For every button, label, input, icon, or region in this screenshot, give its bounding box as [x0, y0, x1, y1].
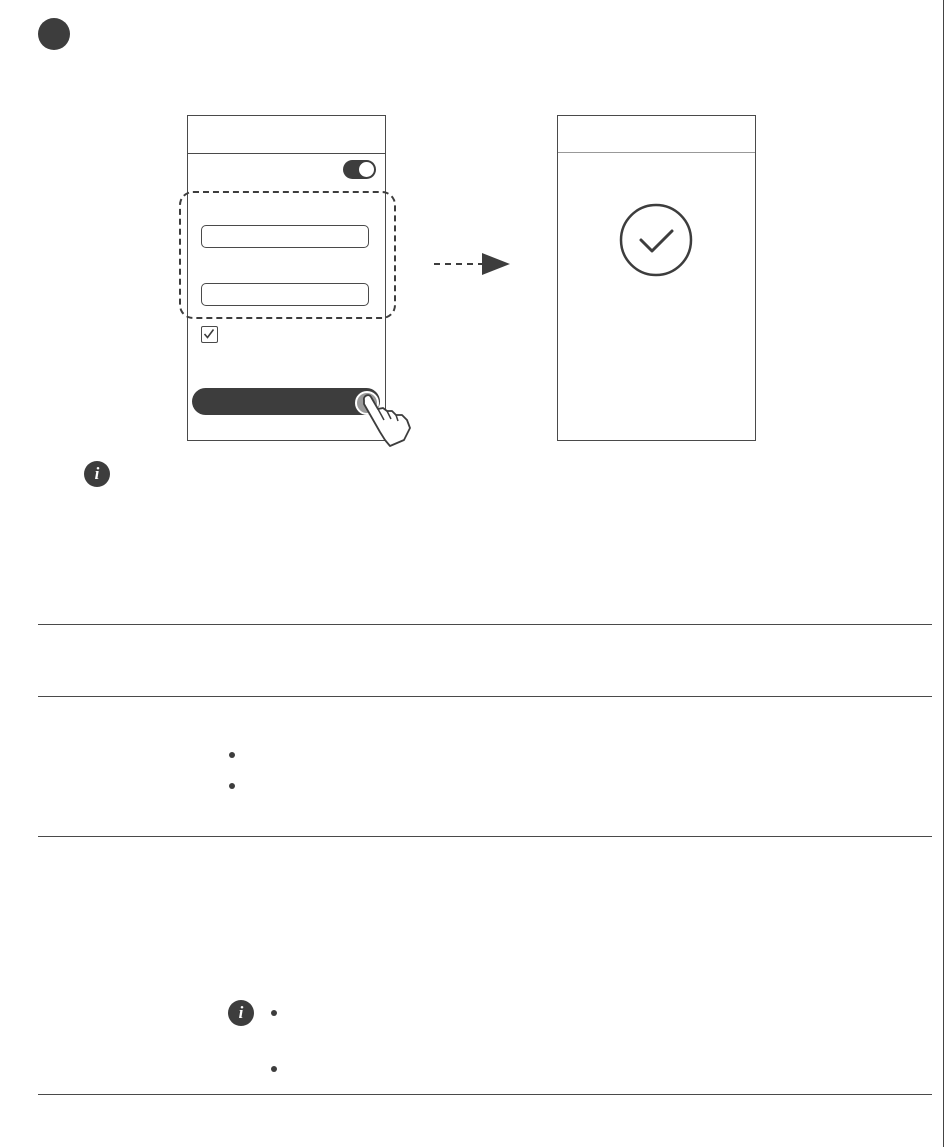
- table-rule-top: [38, 624, 932, 625]
- bullet-icon: [271, 1066, 277, 1072]
- table-rule-bottom: [38, 1094, 932, 1095]
- page-edge-rule: [943, 0, 944, 1147]
- bullet-icon: [229, 783, 235, 789]
- checkmark-icon: [202, 327, 216, 341]
- success-check-circle-icon: [618, 202, 694, 278]
- phone-screen-success: [557, 115, 756, 441]
- info-icon: i: [228, 1000, 254, 1026]
- step-number-icon: [38, 18, 70, 50]
- highlight-dashed-frame: [179, 191, 396, 319]
- toggle-switch-icon[interactable]: [343, 160, 376, 179]
- remember-checkbox[interactable]: [201, 326, 218, 343]
- screen-header-divider: [558, 152, 755, 153]
- toggle-knob: [359, 162, 374, 177]
- table-rule: [38, 836, 932, 837]
- table-rule: [38, 696, 932, 697]
- tapping-hand-icon: [352, 388, 418, 454]
- bullet-icon: [271, 1010, 277, 1016]
- screen-header-divider: [188, 153, 385, 154]
- bullet-icon: [229, 752, 235, 758]
- info-icon: i: [84, 461, 110, 487]
- dashed-arrow-icon: [432, 251, 512, 277]
